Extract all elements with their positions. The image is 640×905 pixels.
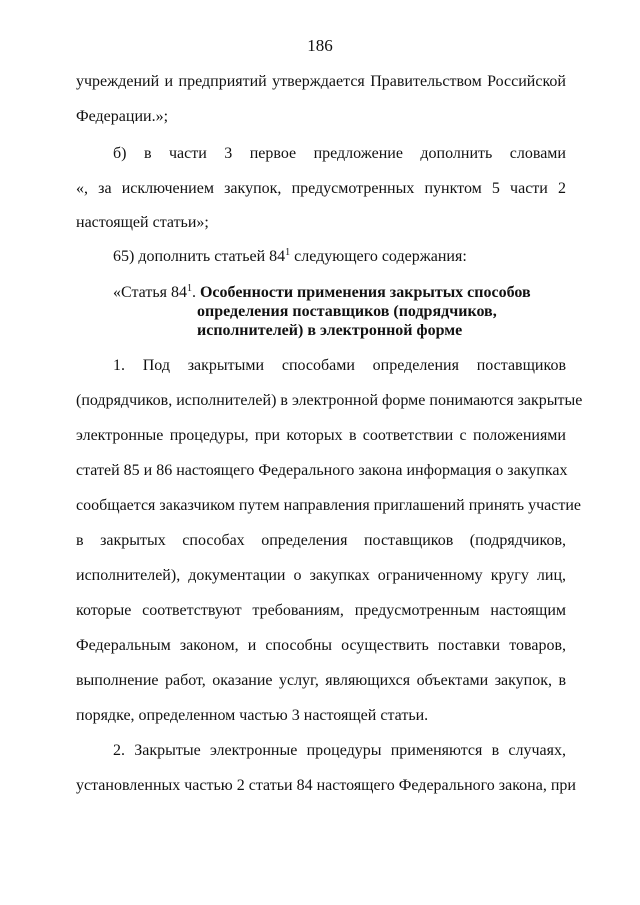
article-title: исполнителей) в электронной форме xyxy=(197,322,463,339)
article-heading xyxy=(113,283,566,303)
text-line: 2. Закрытые электронные процедуры применяются в случаях, xyxy=(113,742,566,759)
text-line: установленных частью 2 статьи 84 настоящего Федерального закона, при xyxy=(76,777,576,794)
text-line: статей 85 и 86 настоящего Федерального закона информация о закупках xyxy=(76,462,568,479)
article-title: Особенности применения закрытых способов xyxy=(199,284,531,301)
superscript: 1 xyxy=(285,247,291,258)
text-line: которые соответствуют требованиям, предусмотренным настоящим xyxy=(76,602,566,619)
text-line: исполнителей), документации о закупках ограниченному кругу лиц, xyxy=(76,567,566,584)
text-fragment: следующего содержания: xyxy=(290,248,467,265)
text-line: сообщается заказчиком путем направления приглашений принять участие xyxy=(76,497,581,514)
text-line xyxy=(113,247,566,267)
text-line: б) в части 3 первое предложение дополнить словами xyxy=(113,145,566,162)
text-line: Федерации.»; xyxy=(76,108,169,125)
page-number: 186 xyxy=(307,36,333,55)
article-title: определения поставщиков (подрядчиков, xyxy=(197,303,497,320)
text-line: в закрытых способах определения поставщиков (подрядчиков, xyxy=(76,532,566,549)
text-line: (подрядчиков, исполнителей) в электронной форме понимаются закрытые xyxy=(76,392,583,409)
text-line: учреждений и предприятий утверждается Правительством Российской xyxy=(76,73,566,90)
article-label: «Статья 84 xyxy=(113,284,187,301)
text-fragment: . xyxy=(191,284,200,301)
text-line: Федеральным законом, и способны осуществить поставки товаров, xyxy=(76,637,566,654)
text-line: 1. Под закрытыми способами определения поставщиков xyxy=(113,357,566,374)
text-fragment: 65) дополнить статьей 84 xyxy=(113,248,286,265)
superscript: 1 xyxy=(186,283,192,294)
text-line: порядке, определенном частью 3 настоящей статьи. xyxy=(76,707,429,724)
text-line: выполнение работ, оказание услуг, являющихся объектами закупок, в xyxy=(76,672,566,689)
text-line: электронные процедуры, при которых в соответствии с положениями xyxy=(76,427,566,444)
text-line: настоящей статьи»; xyxy=(76,214,209,231)
text-line: «, за исключением закупок, предусмотренных пунктом 5 части 2 xyxy=(76,180,566,197)
